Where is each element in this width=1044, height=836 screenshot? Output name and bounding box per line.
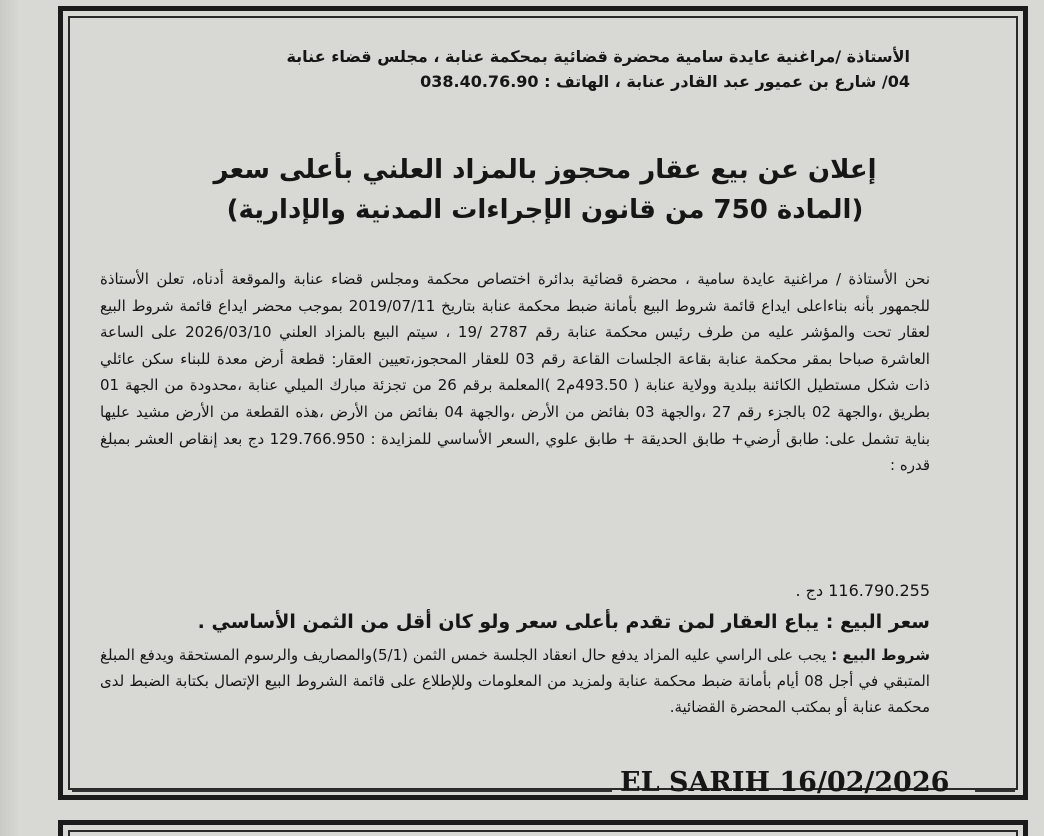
page-gutter xyxy=(0,0,20,836)
next-announcement-inner-border xyxy=(68,830,1018,836)
reduced-price: 116.790.255 دج . xyxy=(795,581,930,600)
title-line-2: (المادة 750 من قانون الإجراءات المدنية والإدارية) xyxy=(226,195,864,225)
footer-rule-left xyxy=(72,790,612,792)
body-paragraph: نحن الأستاذة / مراغنية عايدة سامية ، محضرة قضائية بدائرة اختصاص محكمة ومجلس قضاء عنابة والموقعة أدناه، تعلن الأستاذة للجمهور بأنه بناءاعلى ايداع قائمة شروط البيع بأمانة ضبط محكمة عنابة بتاريخ 2019/07/11 بموجب محضر ايداع قائمة شروط البيع لعقار تحت والمؤشر عليه من طرف رئيس محكمة عنابة رقم 2787 /19 ، سيتم البيع بالمزاد العلني 2026/03/10 على الساعة العاشرة صباحا بمقر محكمة عنابة بقاعة الجلسات القاعة رقم 03 للعقار المحجوز،تعيين العقار: قطعة أرض معدة للبناء سكن عائلي ذات شكل مستطيل الكائنة ببلدية وولاية عنابة ( 493.50م2 )المعلمة برقم 26 من تجزئة مبارك الميلي عنابة ،محدودة من الجهة 01 بطريق ،والجهة 02 بالجزء رقم 27 ،والجهة 03 بفائض من الأرض ،والجهة 04 بفائض من الأرض ،هذه القطعة من الأرض مشيد عليها بناية تشمل على: طابق أرضي+ طابق الحديقة + طابق علوي ,السعر الأساسي للمزايدة : 129.766.950 دج بعد إنقاص العشر بمبلغ قدره : xyxy=(100,270,930,475)
bailiff-name-line: الأستاذة /مراغنية عايدة سامية محضرة قضائية بمحكمة عنابة ، مجلس قضاء عنابة xyxy=(286,47,910,66)
conditions-label: شروط البيع : xyxy=(831,646,930,664)
newspaper-credit: EL SARIH 16/02/2026 xyxy=(620,767,950,798)
bailiff-header xyxy=(140,44,910,94)
bailiff-address-line: 04/ شارع بن عميور عبد القادر عنابة ، الهاتف : 038.40.76.90 xyxy=(420,72,910,91)
conditions-text: يجب على الراسي عليه المزاد يدفع حال انعقاد الجلسة خمس الثمن (5/1)والمصاريف والرسوم المستحقة ويدفع المبلغ المتبقي في أجل 08 أيام بأمانة ضبط محكمة عنابة ولمزيد من المعلومات وللإطلاع على قائمة الشروط البيع الإتصال بكتابة الضبط لدى محكمة عنابة أو بمكتب المحضرة القضائية. xyxy=(100,646,930,716)
sale-price-statement: سعر البيع : يباع العقار لمن تقدم بأعلى سعر ولو كان أقل من الثمن الأساسي . xyxy=(197,611,930,633)
announcement-title xyxy=(160,150,930,230)
announcement-body xyxy=(100,266,930,479)
title-line-1: إعلان عن بيع عقار محجوز بالمزاد العلني بأعلى سعر xyxy=(213,155,877,185)
sale-conditions xyxy=(100,642,930,720)
footer-rule-right xyxy=(975,790,1015,792)
